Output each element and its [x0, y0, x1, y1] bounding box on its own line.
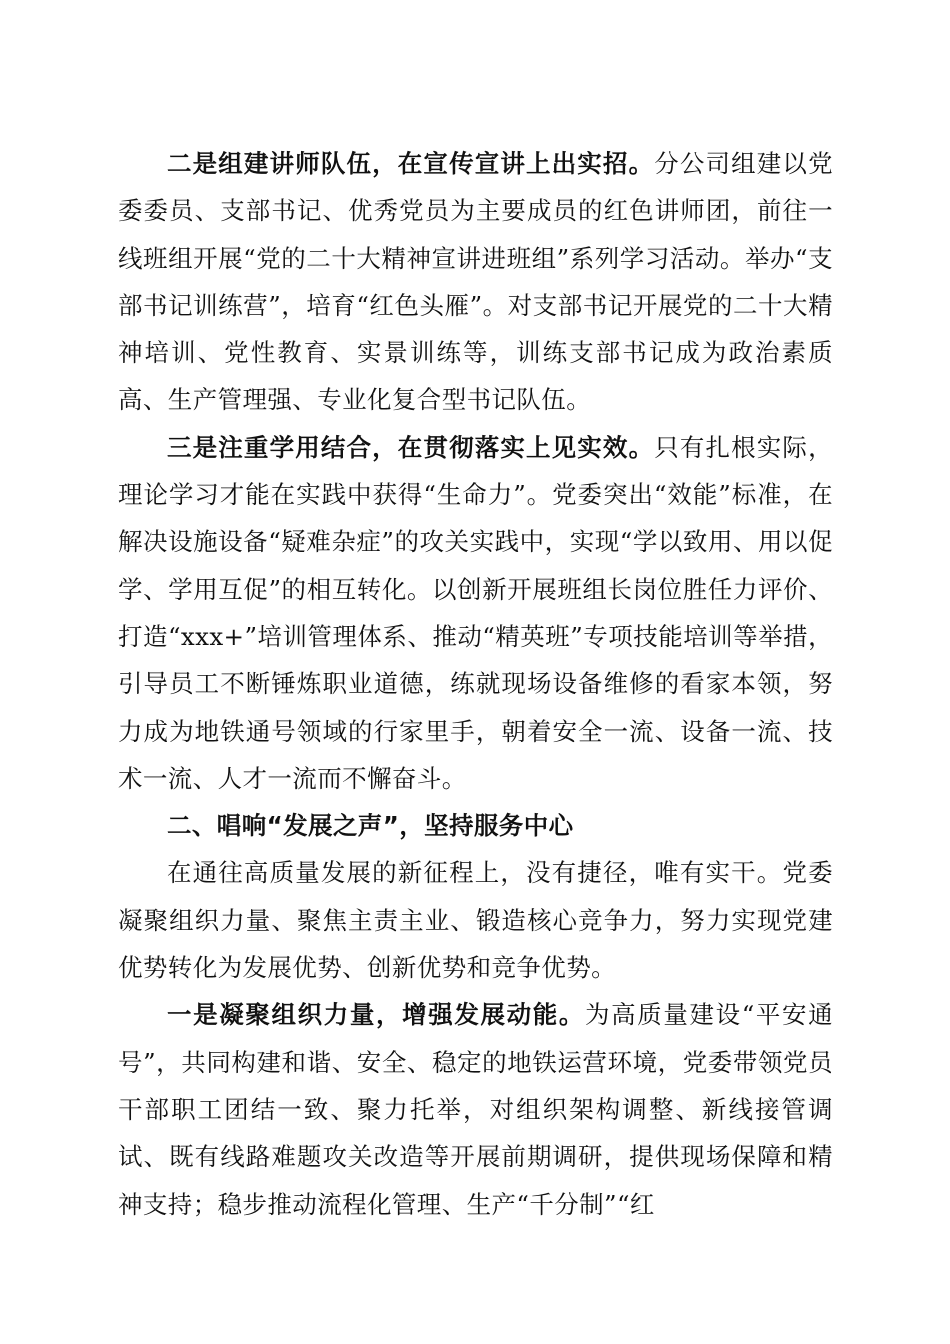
paragraph-section-intro: [118, 849, 833, 991]
paragraph-body: 分公司组建以党委委员、支部书记、优秀党员为主要成员的红色讲师团，前往一线班组开展“党的二十大精神宣讲进班组”系列学习活动。举办“支部书记训练营”，培育“红色头雁”。对支部书记开展党的二十大精神培训、党性教育、实景训练等，训练支部书记成为政治素质高、生产管理强、专业化复合型书记队伍。: [118, 149, 833, 415]
paragraph-body: 只有扎根实际，理论学习才能在实践中获得“生命力”。党委突出“效能”标准，在解决设施设备“疑难杂症”的攻关实践中，实现“学以致用、用以促学、学用互促”的相互转化。以创新开展班组长岗位胜任力评价、打造“xxx+”培训管理体系、推动“精英班”专项技能培训等举措，引导员工不断锤炼职业道德，练就现场设备维修的看家本领，努力成为地铁通号领域的行家里手，朝着安全一流、设备一流、技术一流、人才一流而不懈奋斗。: [118, 432, 833, 793]
paragraph-body: 在通往高质量发展的新征程上，没有捷径，唯有实干。党委凝聚组织力量、聚焦主责主业、锻造核心竞争力，努力实现党建优势转化为发展优势、创新优势和竞争优势。: [118, 858, 833, 983]
paragraph-body: 为高质量建设“平安通号”，共同构建和谐、安全、稳定的地铁运营环境，党委带领党员干部职工团结一致、聚力托举，对组织架构调整、新线接管调试、既有线路难题攻关改造等开展前期调研，提供现场保障和精神支持；稳步推动流程化管理、生产“千分制”“红: [118, 1000, 833, 1219]
paragraph-organizational-strength: [118, 991, 833, 1227]
paragraph-learning-application: [118, 424, 833, 802]
section-heading: 二、唱响“发展之声”，坚持服务中心: [167, 811, 574, 841]
paragraph-lead: 三是注重学用结合，在贯彻落实上见实效。: [167, 432, 655, 462]
paragraph-lead: 一是凝聚组织力量，增强发展动能。: [167, 1000, 585, 1030]
document-body: [118, 140, 833, 1228]
paragraph-lecturer-team: [118, 140, 833, 424]
paragraph-lead: 二是组建讲师队伍，在宣传宣讲上出实招。: [167, 149, 655, 178]
